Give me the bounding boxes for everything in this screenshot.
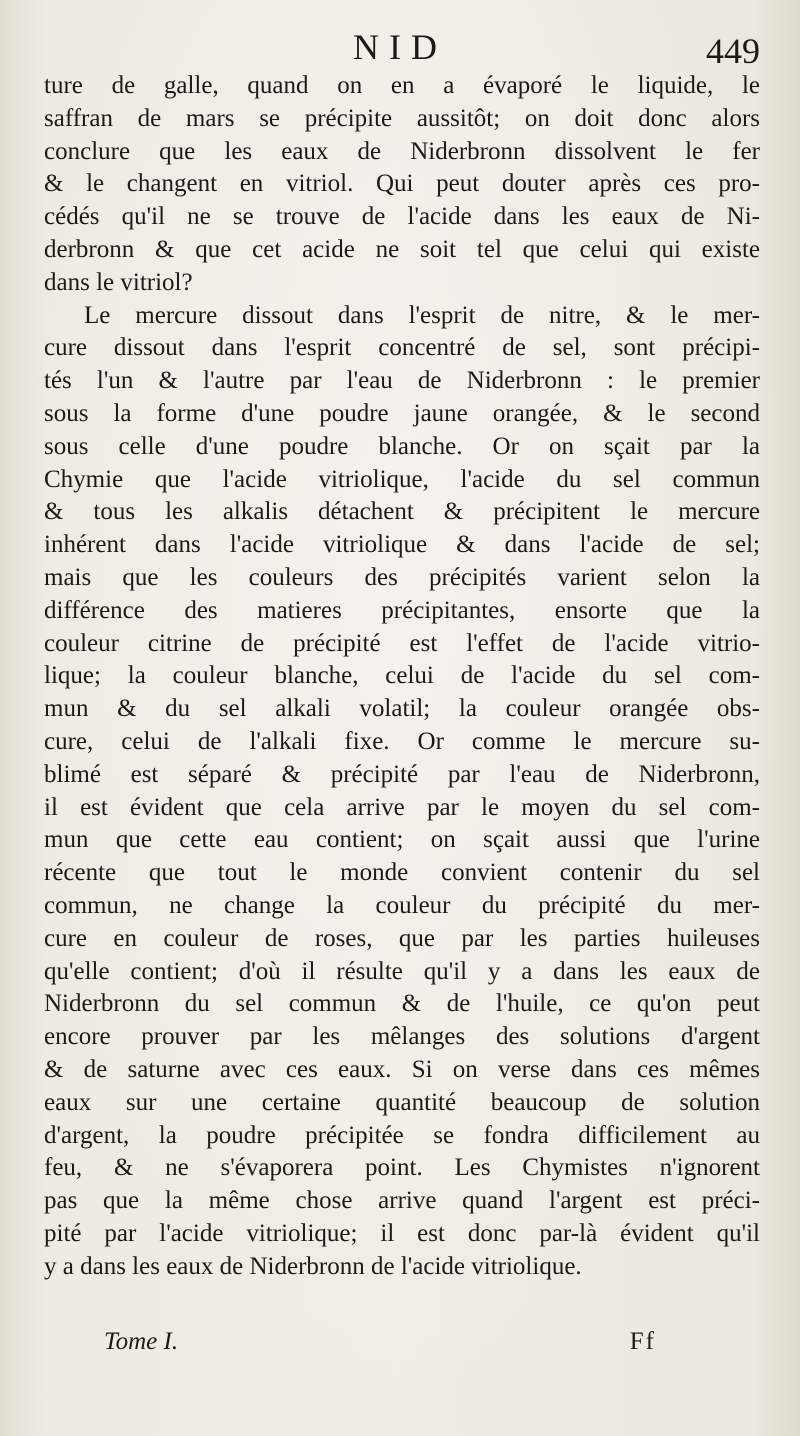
text-line: mais que les couleurs des précipités varient selon la bbox=[44, 563, 760, 591]
signature-mark: Ff bbox=[629, 1328, 656, 1355]
body-text bbox=[44, 70, 760, 1283]
text-line: & le changent en vitriol. Qui peut douter après ces pro- bbox=[44, 170, 760, 198]
text-line: mun & du sel alkali volatil; la couleur orangée obs- bbox=[44, 695, 760, 723]
text-line: blimé est séparé & précipité par l'eau de Niderbronn, bbox=[44, 760, 760, 788]
text-line: tés l'un & l'autre par l'eau de Niderbronn : le premier bbox=[44, 367, 760, 395]
text-line: couleur citrine de précipité est l'effet de l'acide vitrio- bbox=[44, 629, 760, 657]
volume-label: Tome I. bbox=[104, 1328, 179, 1355]
text-line: il est évident que cela arrive par le moyen du sel com- bbox=[44, 793, 760, 821]
text-line: feu, & ne s'évaporera point. Les Chymistes n'ignorent bbox=[44, 1154, 760, 1182]
text-line: ture de galle, quand on en a évaporé le liquide, le bbox=[44, 72, 760, 99]
text-line: pas que la même chose arrive quand l'argent est préci- bbox=[44, 1187, 760, 1215]
text-line: & tous les alkalis détachent & précipitent le mercure bbox=[44, 498, 760, 526]
text-line: cure en couleur de roses, que par les parties huileuses bbox=[44, 924, 760, 952]
text-line: cure dissout dans l'esprit concentré de sel, sont précipi- bbox=[44, 334, 760, 362]
page-footer bbox=[40, 1328, 760, 1368]
text-line: y a dans les eaux de Niderbronn de l'acide vitriolique. bbox=[44, 1252, 582, 1280]
text-line: conclure que les eaux de Niderbronn dissolvent le fer bbox=[44, 137, 760, 165]
text-line: inhérent dans l'acide vitriolique & dans l'acide de sel; bbox=[44, 531, 760, 559]
text-line: commun, ne change la couleur du précipité du mer- bbox=[44, 891, 760, 919]
text-line: lique; la couleur blanche, celui de l'acide du sel com- bbox=[44, 662, 760, 690]
running-head bbox=[40, 22, 760, 72]
text-line: saffran de mars se précipite aussitôt; on doit donc alors bbox=[44, 104, 760, 132]
text-line: encore prouver par les mêlanges des solutions d'argent bbox=[44, 1023, 760, 1051]
text-line: sous celle d'une poudre blanche. Or on sçait par la bbox=[44, 432, 760, 460]
text-line: Le mercure dissout dans l'esprit de nitre, & le mer- bbox=[84, 301, 760, 329]
text-line: dans le vitriol? bbox=[44, 268, 193, 296]
text-line: récente que tout le monde convient contenir du sel bbox=[44, 859, 760, 887]
page-number: 449 bbox=[706, 31, 760, 71]
text-line: eaux sur une certaine quantité beaucoup de solution bbox=[44, 1088, 760, 1116]
text-line: Niderbronn du sel commun & de l'huile, ce qu'on peut bbox=[44, 990, 760, 1018]
text-line: Chymie que l'acide vitriolique, l'acide du sel commun bbox=[44, 465, 760, 493]
text-line: & de saturne avec ces eaux. Si on verse dans ces mêmes bbox=[44, 1055, 760, 1083]
running-title: NID bbox=[353, 27, 447, 67]
text-line: d'argent, la poudre précipitée se fondra difficilement au bbox=[44, 1121, 760, 1149]
text-line: cédés qu'il ne se trouve de l'acide dans les eaux de Ni- bbox=[44, 203, 760, 231]
text-line: derbronn & que cet acide ne soit tel que celui qui existe bbox=[44, 235, 760, 263]
text-line: pité par l'acide vitriolique; il est donc par-là évident qu'il bbox=[44, 1219, 760, 1247]
text-line: qu'elle contient; d'où il résulte qu'il y a dans les eaux de bbox=[44, 957, 760, 985]
text-line: sous la forme d'une poudre jaune orangée, & le second bbox=[44, 399, 760, 427]
text-line: mun que cette eau contient; on sçait aussi que l'urine bbox=[44, 826, 760, 854]
text-line: différence des matieres précipitantes, ensorte que la bbox=[44, 596, 760, 624]
text-line: cure, celui de l'alkali fixe. Or comme le mercure su- bbox=[44, 727, 760, 755]
